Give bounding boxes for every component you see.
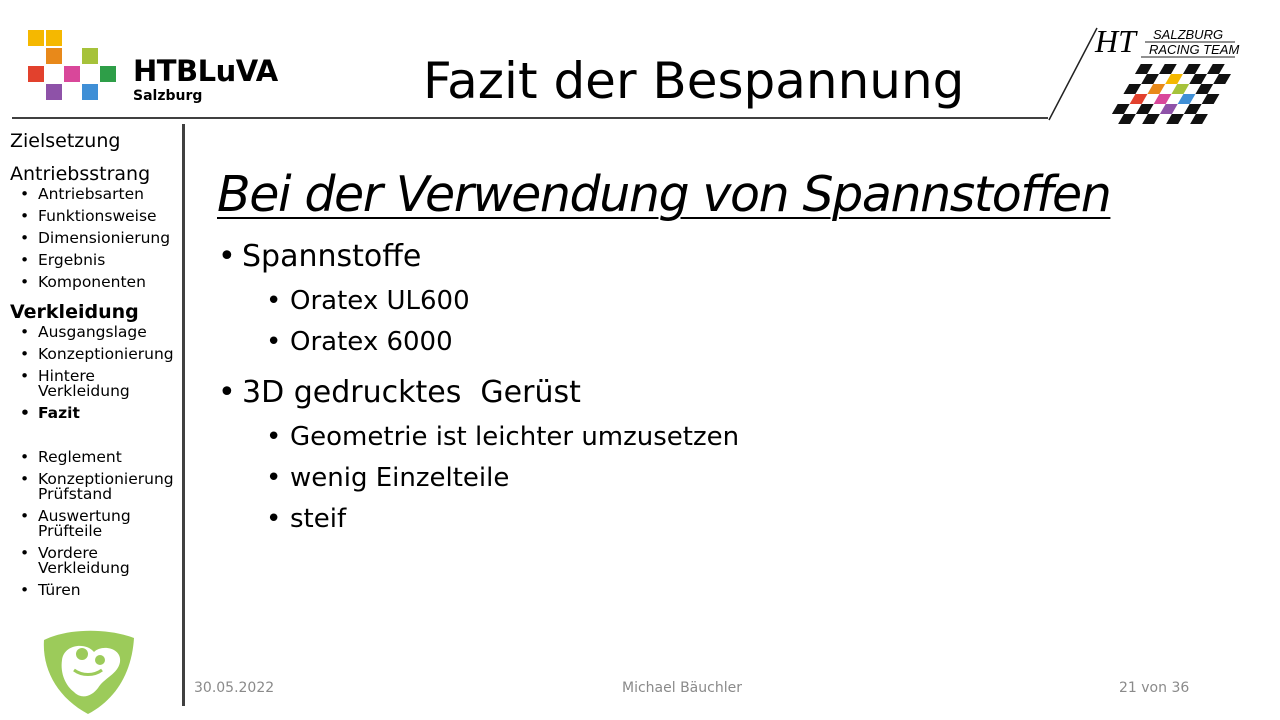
sidebar-section-verkleidung[interactable]: Verkleidung — [10, 301, 139, 323]
sidebar-item-konzeptionierung[interactable]: • Konzeptionierung — [10, 347, 182, 362]
school-logo-subtitle: Salzburg — [133, 88, 203, 104]
bullet-marker: • — [266, 327, 282, 357]
sidebar-list-verkleidung — [10, 325, 182, 598]
sidebar-item-reglement[interactable]: • Reglement — [10, 450, 182, 465]
slide-title: Fazit der Bespannung — [423, 52, 965, 110]
sidebar-nav — [10, 130, 182, 605]
school-logo-mark — [28, 30, 123, 105]
shield-logo — [38, 630, 138, 714]
content-heading: Bei der Verwendung von Spannstoffen — [217, 166, 1111, 223]
sub-bullet-steif: • steif — [266, 504, 347, 534]
sidebar-item-tueren[interactable]: • Türen — [10, 583, 182, 598]
sidebar-item-antriebsarten[interactable]: • Antriebsarten — [10, 187, 182, 202]
bullet-marker: • — [266, 504, 282, 534]
bullet-spannstoffe: • Spannstoffe — [218, 239, 422, 274]
sidebar-item-konzeptionierung-pruefstand[interactable]: • Konzeptionierung Prüfstand — [10, 472, 183, 502]
sidebar-item-hintere-verkleidung[interactable]: • Hintere Verkleidung — [10, 369, 148, 399]
team-logo-line2: RACING TEAM — [1149, 42, 1240, 57]
team-logo-line1: SALZBURG — [1153, 27, 1224, 42]
racing-team-logo — [1045, 22, 1245, 128]
bullet-marker: • — [266, 286, 282, 316]
sidebar-item-ausgangslage[interactable]: • Ausgangslage — [10, 325, 182, 340]
footer-author: Michael Bäuchler — [622, 680, 742, 696]
sidebar-section-zielsetzung[interactable]: Zielsetzung — [10, 130, 121, 152]
sidebar-item-funktionsweise[interactable]: • Funktionsweise — [10, 209, 182, 224]
bullet-marker: • — [266, 463, 282, 493]
sub-bullet-oratex-ul600: • Oratex UL600 — [266, 286, 470, 316]
sidebar-item-ergebnis[interactable]: • Ergebnis — [10, 253, 182, 268]
sidebar-list-antriebsstrang — [10, 187, 182, 290]
sidebar-item-dimensionierung[interactable]: • Dimensionierung — [10, 231, 182, 246]
sidebar-item-komponenten[interactable]: • Komponenten — [10, 275, 182, 290]
header-divider — [12, 117, 1048, 119]
bullet-marker: • — [266, 422, 282, 452]
sidebar-section-antriebsstrang[interactable]: Antriebsstrang — [10, 163, 151, 185]
bullet-marker: • — [218, 375, 236, 410]
team-logo-letters: HT — [1095, 23, 1136, 59]
sub-bullet-oratex-6000: • Oratex 6000 — [266, 327, 453, 357]
sidebar-item-vordere-verkleidung[interactable]: • Vordere Verkleidung — [10, 546, 148, 576]
footer-page-number: 21 von 36 — [1119, 680, 1190, 696]
sub-bullet-einzelteile: • wenig Einzelteile — [266, 463, 510, 493]
sidebar-item-auswertung-pruefteile[interactable]: • Auswertung Prüfteile — [10, 509, 148, 539]
school-logo-name: HTBLuVA — [133, 54, 278, 88]
sidebar-divider — [182, 124, 185, 706]
footer-date: 30.05.2022 — [194, 680, 275, 696]
sidebar-item-fazit[interactable]: • Fazit — [10, 406, 182, 421]
bullet-marker: • — [218, 239, 236, 274]
bullet-3d-geruest: • 3D gedrucktes Gerüst — [218, 375, 581, 410]
sub-bullet-geometrie: • Geometrie ist leichter umzusetzen — [266, 422, 740, 452]
